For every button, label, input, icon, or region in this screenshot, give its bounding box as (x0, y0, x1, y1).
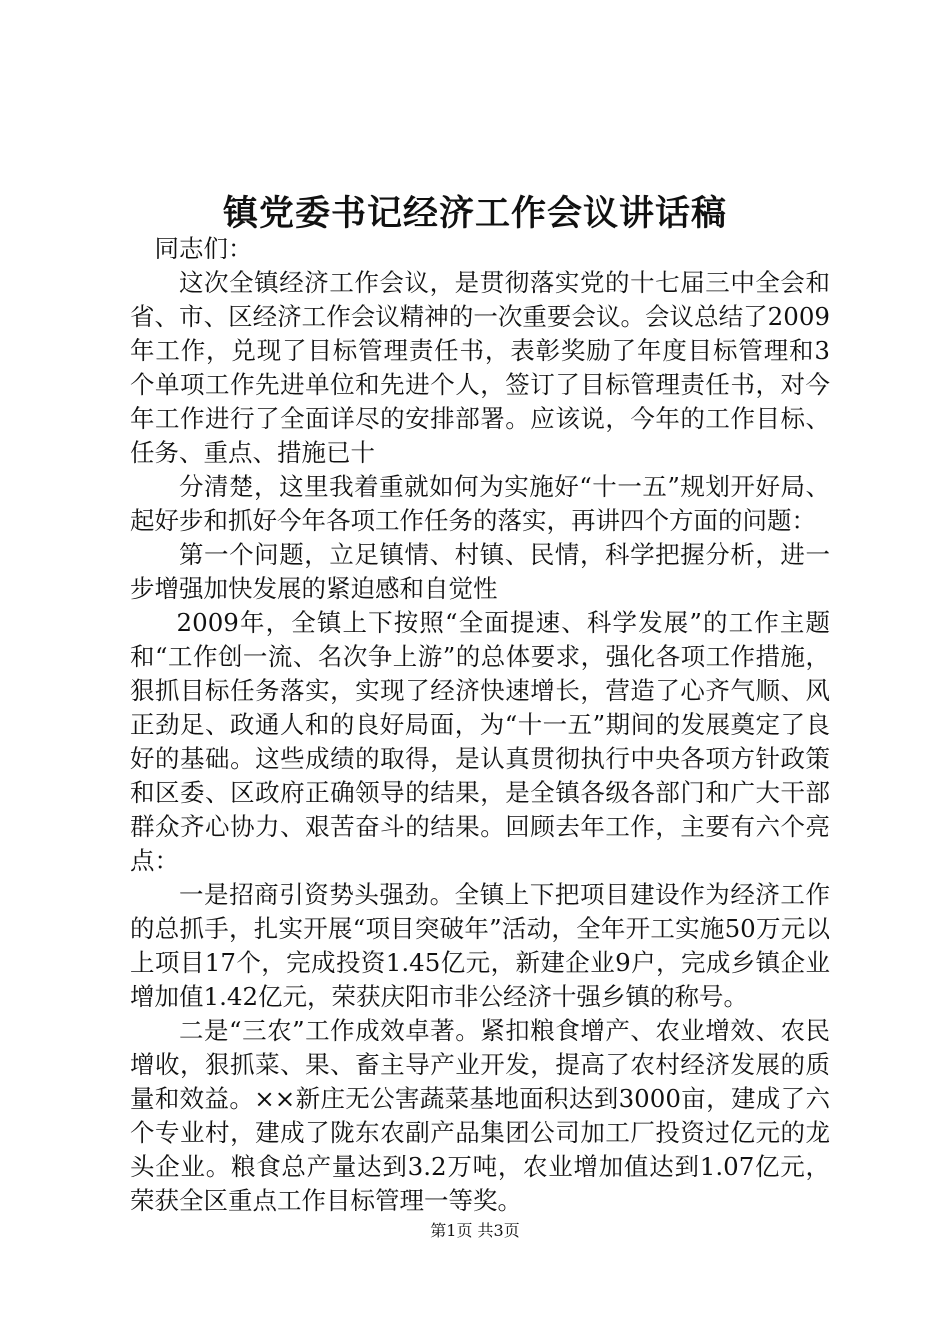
salutation-paragraph: 同志们： (154, 234, 253, 263)
body-paragraph: 这次全镇经济工作会议，是贯彻落实党的十七届三中全会和省、市、区经济工作会议精神的一次重要会议。会议总结了2009年工作，兑现了目标管理责任书，表彰奖励了年度目标管理和3个单项工作先进单位和先进个人，签订了目标管理责任书，对今年工作进行了全面详尽的安排部署。应该说，今年的工作目标、任务、重点、措施已十 (130, 268, 830, 467)
body-paragraph: 2009年，全镇上下按照“全面提速、科学发展”的工作主题和“工作创一流、名次争上游”的总体要求，强化各项工作措施，狠抓目标任务落实，实现了经济快速增长，营造了心齐气顺、风正劲足、政通人和的良好局面，为“十一五”期间的发展奠定了良好的基础。这些成绩的取得，是认真贯彻执行中央各项方针政策和区委、区政府正确领导的结果，是全镇各级各部门和广大干部群众齐心协力、艰苦奋斗的结果。回顾去年工作，主要有六个亮点： (130, 608, 830, 875)
page-footer: 第1页 共3页 (430, 1221, 520, 1240)
document-body (130, 232, 830, 1218)
body-paragraph: 分清楚，这里我着重就如何为实施好“十一五”规划开好局、起好步和抓好今年各项工作任务的落实，再讲四个方面的问题： (130, 472, 830, 535)
document-title: 镇党委书记经济工作会议讲话稿 (222, 193, 727, 234)
body-paragraph: 一是招商引资势头强劲。全镇上下把项目建设作为经济工作的总抓手，扎实开展“项目突破年”活动，全年开工实施50万元以上项目17个，完成投资1.45亿元，新建企业9户，完成乡镇企业增加值1.42亿元，荣获庆阳市非公经济十强乡镇的称号。 (130, 880, 830, 1011)
section-heading-paragraph: 第一个问题，立足镇情、村镇、民情，科学把握分析，进一步增强加快发展的紧迫感和自觉性 (130, 540, 830, 603)
body-paragraph: 二是“三农”工作成效卓著。紧扣粮食增产、农业增效、农民增收，狠抓菜、果、畜主导产业开发，提高了农村经济发展的质量和效益。××新庄无公害蔬菜基地面积达到3000亩，建成了六个专业村，建成了陇东农副产品集团公司加工厂投资过亿元的龙头企业。粮食总产量达到3.2万吨，农业增加值达到1.07亿元，荣获全区重点工作目标管理一等奖。 (130, 1016, 830, 1215)
